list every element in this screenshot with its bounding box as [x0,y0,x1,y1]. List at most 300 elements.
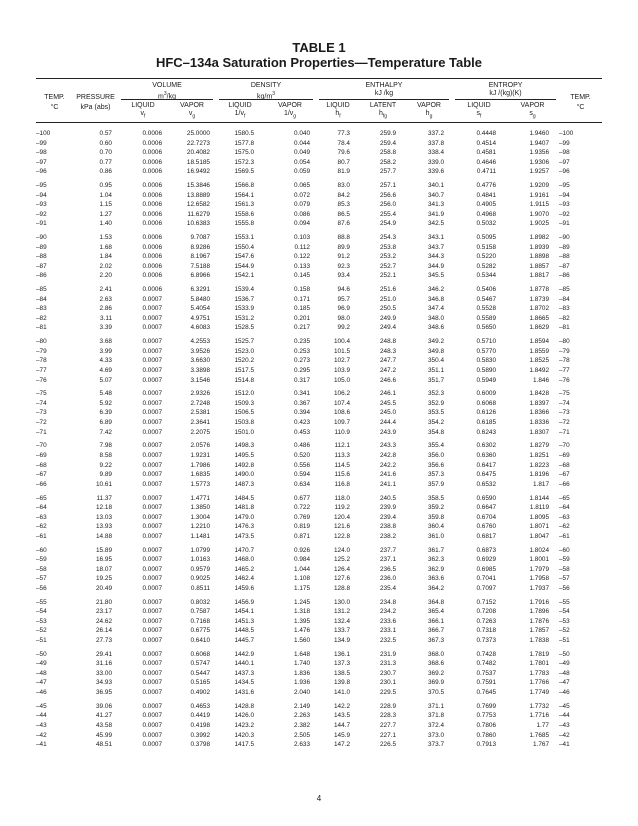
table-cell: 0.0007 [142,669,162,677]
table-cell: –87 [36,262,47,270]
table-cell: 100.4 [334,338,350,346]
table-row [36,129,602,139]
table-row [36,181,602,191]
table-cell: 1550.4 [234,243,254,251]
table-row [36,441,602,451]
entropy-unit: kJ /(kg)(K) [489,90,522,97]
table-cell: 0.7806 [476,721,496,729]
table-cell: 1.9209 [529,182,549,190]
table-cell: 126.4 [334,565,350,573]
table-cell: 233.1 [380,627,396,635]
table-cell: 1.8428 [529,390,549,398]
table-cell: 0.7152 [476,598,496,606]
table-cell: 229.5 [380,688,396,696]
table-cell: –70 [559,442,570,450]
table-cell: 1.7685 [529,731,549,739]
table-cell: –99 [559,139,570,147]
table-cell: 25.0000 [186,130,210,137]
table-cell: 133.7 [334,627,350,635]
table-cell: 0.201 [294,314,310,322]
table-cell: 0.0007 [142,376,162,384]
table-cell: –84 [36,295,47,303]
table-cell: 339.0 [428,158,444,166]
table-row [36,158,602,168]
table-row [36,636,602,646]
table-cell: 1569.5 [234,168,254,176]
table-cell: 0.0006 [142,210,162,218]
table-cell: 0.6775 [190,627,210,635]
table-cell: 232.5 [380,636,396,644]
table-cell: 0.072 [294,191,310,199]
table-cell: 1.175 [294,584,310,592]
table-cell: 1528.5 [234,324,254,332]
page-number: 4 [316,794,322,803]
table-cell: 364.2 [428,584,444,592]
table-cell: –92 [36,210,47,218]
table-cell: 0.57 [99,130,112,137]
table-cell: 0.0006 [142,149,162,157]
table-cell: 98.0 [337,314,350,322]
table-cell: 1420.3 [234,731,254,739]
table-row [36,233,602,243]
table-cell: 20.49 [96,584,112,592]
table-cell: 1445.7 [234,636,254,644]
table-cell: 352.9 [428,399,444,407]
table-cell: 102.7 [334,357,350,365]
table-cell: 1.40 [99,220,112,228]
table-cell: –71 [36,428,47,436]
table-cell: –47 [559,679,570,687]
table-cell: 236.0 [380,575,396,583]
enth-vapor-header: VAPOR $h_g$ [417,102,441,120]
table-row [36,219,602,229]
table-cell: 0.0007 [142,419,162,427]
table-cell: 1484.5 [234,494,254,502]
table-cell: 1.8492 [529,366,549,374]
table-cell: 0.9025 [190,575,210,583]
table-cell: 1553.1 [234,234,254,242]
table-cell: 6.39 [99,409,112,417]
table-cell: –74 [559,399,570,407]
table-cell: 227.1 [380,731,396,739]
table-row [36,702,602,712]
table-cell: 0.0007 [142,636,162,644]
table-cell: 0.235 [294,338,310,346]
table-cell: 0.6126 [476,409,496,417]
table-cell: 10.6383 [186,220,210,228]
table-cell: 1.245 [294,598,310,606]
table-cell: 85.3 [337,201,350,209]
table-cell: 0.7097 [476,584,496,592]
table-cell: 132.4 [334,617,350,625]
table-cell: 0.8511 [190,584,210,592]
table-cell: 369.2 [428,669,444,677]
table-cell: 241.6 [380,471,396,479]
enth-latent-header: LATENT $h_{fg}$ [369,102,397,120]
table-row [36,470,602,480]
header-top-rule [36,78,602,79]
table-cell: 1520.2 [234,357,254,365]
table-row [36,167,602,177]
table-cell: 0.0007 [142,428,162,436]
table-cell: 0.0007 [142,452,162,460]
table-cell: –65 [36,494,47,502]
table-cell: 339.6 [428,168,444,176]
table-cell: 1.9460 [529,130,549,137]
table-cell: 127.6 [334,575,350,583]
table-cell: 362.9 [428,565,444,573]
table-cell: 337.2 [428,130,444,137]
table-cell: 1.8336 [529,419,549,427]
table-cell: 368.0 [428,650,444,658]
table-row [36,555,602,565]
table-cell: 1517.5 [234,366,254,374]
table-cell: –88 [559,253,570,261]
table-cell: 0.5467 [476,295,496,303]
table-cell: 1.8898 [529,253,549,261]
table-cell: 5.4054 [190,305,210,313]
table-cell: 13.03 [96,513,112,521]
table-cell: 101.5 [334,347,350,355]
table-cell: 0.486 [294,442,310,450]
table-cell: –95 [559,182,570,190]
table-cell: 0.0007 [142,546,162,554]
table-cell: 0.0007 [142,650,162,658]
table-cell: 1.9407 [529,139,549,147]
table-cell: 373.7 [428,741,444,749]
table-cell: 238.8 [380,523,396,531]
table-cell: 0.4646 [476,158,496,166]
table-cell: –72 [559,419,570,427]
table-cell: 1.560 [294,636,310,644]
table-cell: 0.5747 [190,660,210,668]
table-cell: 4.33 [99,357,112,365]
table-cell: 355.4 [428,442,444,450]
table-cell: 96.9 [337,305,350,313]
table-cell: 0.367 [294,399,310,407]
table-cell: 99.2 [337,324,350,332]
table-cell: 118.0 [334,494,350,502]
table-cell: 346.8 [428,295,444,303]
table-cell: 230.7 [380,669,396,677]
table-row [36,337,602,347]
table-cell: 0.86 [99,168,112,176]
table-row [36,451,602,461]
table-cell: 239.4 [380,513,396,521]
table-cell: –75 [559,390,570,398]
table-cell: 45.99 [96,731,112,739]
table-cell: –63 [36,513,47,521]
table-cell: –61 [559,532,570,540]
vol-liquid-header: LIQUID $v_f$ [131,102,155,120]
table-cell: –94 [559,191,570,199]
table-cell: 257.1 [380,182,396,190]
table-cell: 1.8223 [529,461,549,469]
table-cell: 0.871 [294,532,310,540]
table-cell: 7.42 [99,428,112,436]
table-cell: 341.3 [428,201,444,209]
table-cell: 0.677 [294,494,310,502]
table-cell: 1509.3 [234,399,254,407]
table-row [36,408,602,418]
table-cell: –96 [559,168,570,176]
table-cell: 252.7 [380,262,396,270]
enth-liquid-header: LIQUID $h_f$ [326,102,350,120]
table-cell: 36.95 [96,688,112,696]
table-cell: 31.16 [96,660,112,668]
table-cell: –69 [559,452,570,460]
table-cell: 21.80 [96,598,112,606]
table-cell: –76 [36,376,47,384]
table-cell: 12.6582 [186,201,210,209]
table-cell: 1.8739 [529,295,549,303]
table-cell: 78.4 [337,139,350,147]
table-cell: 251.0 [380,295,396,303]
table-cell: –48 [36,669,47,677]
table-cell: 13.93 [96,523,112,531]
table-cell: 9.7087 [190,234,210,242]
table-cell: 0.6704 [476,513,496,521]
table-cell: 253.8 [380,243,396,251]
table-cell: 0.5528 [476,305,496,313]
table-cell: 0.5165 [190,679,210,687]
table-cell: 1.7819 [529,650,549,658]
volume-rule [121,99,213,100]
table-cell: 0.5589 [476,314,496,322]
table-cell: 0.112 [294,243,310,251]
table-cell: 0.317 [294,376,310,384]
table-cell: 1426.0 [234,712,254,720]
table-cell: 1479.0 [234,513,254,521]
table-cell: 39.06 [96,702,112,710]
table-cell: 359.8 [428,513,444,521]
table-cell: 241.1 [380,480,396,488]
table-cell: 344.9 [428,262,444,270]
table-cell: 0.6243 [476,428,496,436]
table-cell: –64 [559,504,570,512]
table-cell: 0.6417 [476,461,496,469]
table-cell: –41 [559,741,570,749]
table-cell: 33.00 [96,669,112,677]
table-cell: 2.263 [294,712,310,720]
table-cell: 366.7 [428,627,444,635]
table-cell: –100 [36,130,51,137]
table-cell: 0.3992 [190,731,210,739]
table-cell: 0.5830 [476,357,496,365]
table-cell: 1.0799 [190,546,210,554]
table-cell: 345.5 [428,272,444,280]
table-cell: 1442.9 [234,650,254,658]
table-cell: 1.395 [294,617,310,625]
table-cell: 0.423 [294,419,310,427]
table-cell: 0.040 [294,130,310,137]
table-cell: –98 [36,149,47,157]
table-cell: 0.0007 [142,741,162,749]
table-cell: 242.2 [380,461,396,469]
table-cell: 2.5381 [190,409,210,417]
header-bottom-rule [36,122,602,123]
table-cell: –76 [559,376,570,384]
table-cell: 109.7 [334,419,350,427]
table-cell: 2.20 [99,272,112,280]
table-cell: 3.1546 [190,376,210,384]
table-cell: –46 [36,688,47,696]
table-cell: 1523.0 [234,347,254,355]
table-cell: 0.7168 [190,617,210,625]
table-cell: 0.0007 [142,471,162,479]
table-cell: –48 [559,669,570,677]
table-cell: 1512.0 [234,390,254,398]
table-cell: 1.767 [533,741,549,749]
table-cell: 2.505 [294,731,310,739]
table-cell: 228.3 [380,712,396,720]
table-cell: 1.2210 [190,523,210,531]
table-cell: 3.3898 [190,366,210,374]
table-cell: 2.633 [294,741,310,749]
table-cell: 0.0006 [142,272,162,280]
density-header: DENSITY [250,82,282,89]
table-cell: 369.9 [428,679,444,687]
table-cell: 144.7 [334,721,350,729]
table-cell: 4.6083 [190,324,210,332]
table-cell: 0.065 [294,182,310,190]
table-cell: 145.9 [334,731,350,739]
table-cell: 0.5949 [476,376,496,384]
table-cell: 0.273 [294,357,310,365]
table-cell: 1555.8 [234,220,254,228]
table-cell: –85 [559,286,570,294]
table-cell: 234.8 [380,598,396,606]
table-cell: –45 [559,702,570,710]
table-cell: 367.3 [428,636,444,644]
table-cell: –43 [36,721,47,729]
table-cell: 29.41 [96,650,112,658]
table-cell: –86 [36,272,47,280]
table-cell: –79 [559,347,570,355]
table-cell: 362.3 [428,556,444,564]
table-cell: 1.8665 [529,314,549,322]
table-cell: 121.6 [334,523,350,531]
table-cell: 2.382 [294,721,310,729]
temp-header: TEMP. [44,94,65,101]
table-cell: –85 [36,286,47,294]
table-cell: 371.8 [428,712,444,720]
table-cell: 1.846 [533,376,549,384]
table-cell: 1495.5 [234,452,254,460]
density-rule [219,99,313,100]
table-cell: 0.5650 [476,324,496,332]
table-cell: 138.5 [334,669,350,677]
table-cell: 1.8594 [529,338,549,346]
table-cell: 0.6185 [476,419,496,427]
table-cell: 0.0007 [142,442,162,450]
table-cell: 5.07 [99,376,112,384]
table-cell: 0.0006 [142,201,162,209]
table-row [36,494,602,504]
temp-header-right: TEMP. [570,94,591,101]
table-cell: 0.5095 [476,234,496,242]
table-cell: 0.079 [294,201,310,209]
table-cell: 352.3 [428,390,444,398]
table-cell: 254.3 [380,234,396,242]
table-cell: –56 [559,584,570,592]
table-cell: 237.7 [380,546,396,554]
table-cell: 0.0007 [142,338,162,346]
table-cell: 0.7645 [476,688,496,696]
table-row [36,659,602,669]
table-cell: –62 [559,523,570,531]
table-cell: 4.69 [99,366,112,374]
table-cell: 0.6929 [476,556,496,564]
table-cell: 1536.7 [234,295,254,303]
table-cell: 1.4771 [190,494,210,502]
table-cell: 0.0007 [142,357,162,365]
table-cell: 6.3291 [190,286,210,294]
table-cell: 16.95 [96,556,112,564]
table-cell: 338.4 [428,149,444,157]
table-cell: 0.4653 [190,702,210,710]
table-cell: 0.0007 [142,305,162,313]
table-cell: –56 [36,584,47,592]
table-cell: 84.2 [337,191,350,199]
table-cell: 0.4968 [476,210,496,218]
table-cell: 357.9 [428,480,444,488]
table-cell: 235.4 [380,584,396,592]
table-cell: –44 [559,712,570,720]
table-cell: –71 [559,428,570,436]
table-cell: 1.9257 [529,168,549,176]
table-cell: 1.0163 [190,556,210,564]
table-cell: 246.1 [380,390,396,398]
table-cell: –54 [36,608,47,616]
table-cell: –94 [36,191,47,199]
table-cell: 1.8196 [529,471,549,479]
table-cell: 0.5710 [476,338,496,346]
table-cell: 0.0006 [142,220,162,228]
table-row [36,210,602,220]
table-row [36,243,602,253]
table-cell: 1.04 [99,191,112,199]
table-cell: 0.122 [294,253,310,261]
table-cell: 1.836 [294,669,310,677]
table-cell: 1503.8 [234,419,254,427]
table-cell: 0.0006 [142,286,162,294]
table-cell: –81 [559,324,570,332]
table-row [36,366,602,376]
table-cell: –69 [36,452,47,460]
table-cell: 0.0007 [142,565,162,573]
table-cell: 0.95 [99,182,112,190]
table-cell: 11.37 [96,494,112,502]
table-cell: 249.9 [380,314,396,322]
table-cell: 248.3 [380,347,396,355]
pressure-unit: kPa (abs) [80,104,111,111]
table-cell: 349.2 [428,338,444,346]
table-cell: 239.9 [380,504,396,512]
table-cell: 0.77 [99,158,112,166]
table-cell: –78 [559,357,570,365]
pressure-header: PRESSURE [76,94,115,101]
table-cell: 0.0007 [142,712,162,720]
table-cell: 1.7783 [529,669,549,677]
table-cell: 0.0007 [142,390,162,398]
table-cell: 18.5185 [186,158,210,166]
table-cell: 1417.5 [234,741,254,749]
table-cell: 1440.1 [234,660,254,668]
table-cell: 1462.4 [234,575,254,583]
vol-vapor-header: VAPOR $v_g$ [180,102,204,120]
volume-header: VOLUME [152,82,182,89]
